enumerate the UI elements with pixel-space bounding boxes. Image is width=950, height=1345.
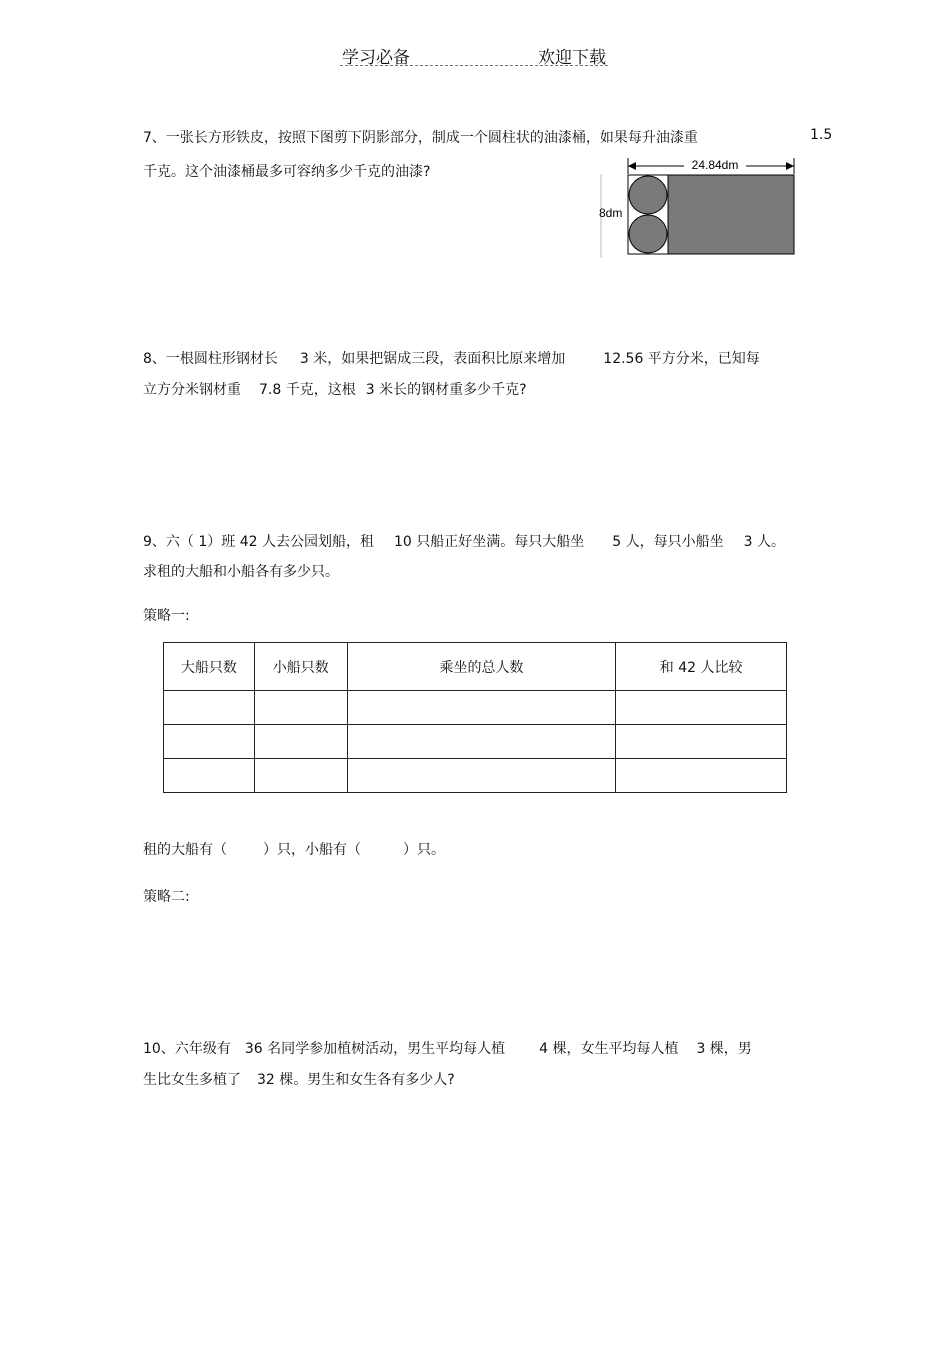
header-right: 欢迎下载 [538,48,606,68]
table-cell[interactable] [616,759,787,793]
header-left: 学习必备 [342,48,410,68]
header-compare: 和 42 人比较 [616,643,787,691]
circle-bottom [629,215,667,253]
q7-figure [596,154,806,262]
q10-line2: 生比女生多植了 32 棵。男生和女生各有多少人? [143,1072,455,1088]
table-cell[interactable] [254,725,347,759]
table-cell[interactable] [347,759,616,793]
table-row [164,691,787,725]
q9-answer-line: 租的大船有（ ）只，小船有（ ）只。 [143,842,445,858]
boat-table [163,642,787,793]
q7-line1: 7、一张长方形铁皮，按照下图剪下阴影部分，制成一个圆柱状的油漆桶，如果每升油漆重 [143,130,698,146]
table-cell[interactable] [616,725,787,759]
q7-line2: 千克。这个油漆桶最多可容纳多少千克的油漆? [143,164,431,180]
q8-line1: 8、一根圆柱形钢材长 3 米，如果把锯成三段，表面积比原来增加 12.56 平方分米，已知每 [143,351,760,367]
table-row [164,759,787,793]
page-header [340,43,608,66]
table-row [164,725,787,759]
header-big-boats: 大船只数 [164,643,255,691]
height-label: 8dm [599,206,623,220]
q9-line1: 9、六（ 1）班 42 人去公园划船，租 10 只船正好坐满。每只大船坐 5 人，每只小船坐 3 人。 [143,534,785,550]
width-label: 24.84dm [691,158,739,172]
table-header-row [164,643,787,691]
q9-line2: 求租的大船和小船各有多少只。 [143,564,339,580]
table-cell[interactable] [254,759,347,793]
table-cell[interactable] [164,725,255,759]
table-cell[interactable] [164,691,255,725]
table-cell[interactable] [164,759,255,793]
q8-line2: 立方分米钢材重 7.8 千克，这根 3 米长的钢材重多少千克? [143,382,527,398]
table-cell[interactable] [347,691,616,725]
q7-line1-number: 1.5 [810,127,833,143]
strategy-one: 策略一: [143,608,190,624]
header-total-people: 乘坐的总人数 [347,643,616,691]
q10-line1: 10、六年级有 36 名同学参加植树活动，男生平均每人植 4 棵，女生平均每人植 3 棵，男 [143,1041,752,1057]
circle-top [629,176,667,214]
header-small-boats: 小船只数 [254,643,347,691]
table-cell[interactable] [254,691,347,725]
table-cell[interactable] [616,691,787,725]
table-cell[interactable] [347,725,616,759]
strategy-two: 策略二: [143,889,190,905]
